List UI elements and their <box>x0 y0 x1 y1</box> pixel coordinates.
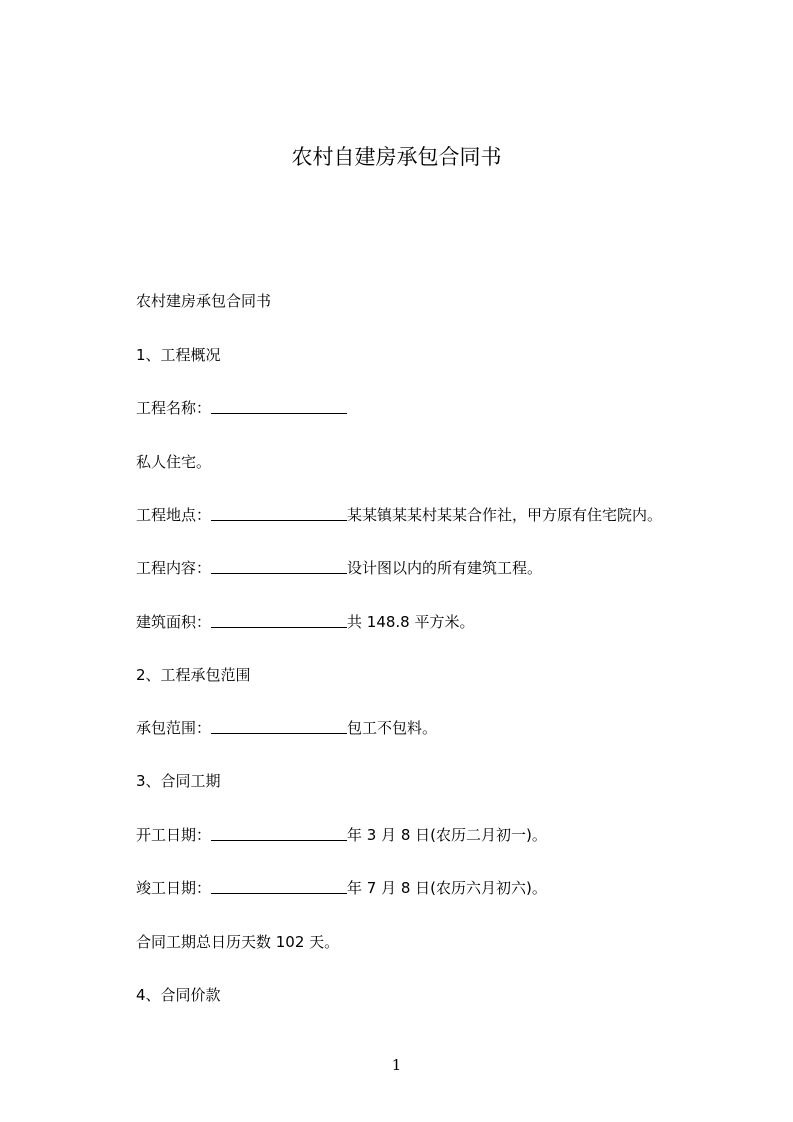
section-1-heading: 1、工程概况 <box>136 346 221 364</box>
project-content-row <box>136 558 542 578</box>
section-2-heading: 2、工程承包范围 <box>136 666 251 684</box>
contract-scope-label: 承包范围： <box>136 719 212 737</box>
completion-date-blank-line <box>211 892 347 894</box>
section-3-heading: 3、合同工期 <box>136 772 221 790</box>
building-area-label: 建筑面积： <box>136 613 212 631</box>
project-name-label: 工程名称： <box>136 399 212 417</box>
project-location-blank-line <box>211 519 347 521</box>
project-name-blank-line <box>211 412 347 414</box>
project-name-value: 私人住宅。 <box>136 453 212 471</box>
start-date-row <box>136 825 547 845</box>
project-content-label: 工程内容： <box>136 559 212 577</box>
project-location-label: 工程地点： <box>136 506 212 524</box>
contract-scope-value: 包工不包料。 <box>347 719 438 737</box>
total-duration-text: 合同工期总日历天数 102 天。 <box>136 933 340 951</box>
completion-date-label: 竣工日期： <box>136 879 212 897</box>
contract-scope-row <box>136 718 437 738</box>
project-name-row <box>136 398 347 418</box>
building-area-blank-line <box>211 626 347 628</box>
project-content-blank-line <box>211 572 347 574</box>
start-date-value: 年 3 月 8 日(农历二月初一)。 <box>347 826 547 844</box>
page-number: 1 <box>391 1056 402 1074</box>
section-4-heading: 4、合同价款 <box>136 986 221 1004</box>
building-area-row <box>136 612 475 632</box>
completion-date-row <box>136 878 547 898</box>
document-title: 农村自建房承包合同书 <box>291 145 502 169</box>
building-area-value: 共 148.8 平方米。 <box>347 613 475 631</box>
project-location-value: 某某镇某某村某某合作社，甲方原有住宅院内。 <box>347 506 663 524</box>
project-location-row <box>136 505 662 525</box>
contract-scope-blank-line <box>211 732 347 734</box>
document-subtitle: 农村建房承包合同书 <box>136 292 272 310</box>
start-date-label: 开工日期： <box>136 826 212 844</box>
completion-date-value: 年 7 月 8 日(农历六月初六)。 <box>347 879 547 897</box>
project-content-value: 设计图以内的所有建筑工程。 <box>347 559 543 577</box>
start-date-blank-line <box>211 839 347 841</box>
